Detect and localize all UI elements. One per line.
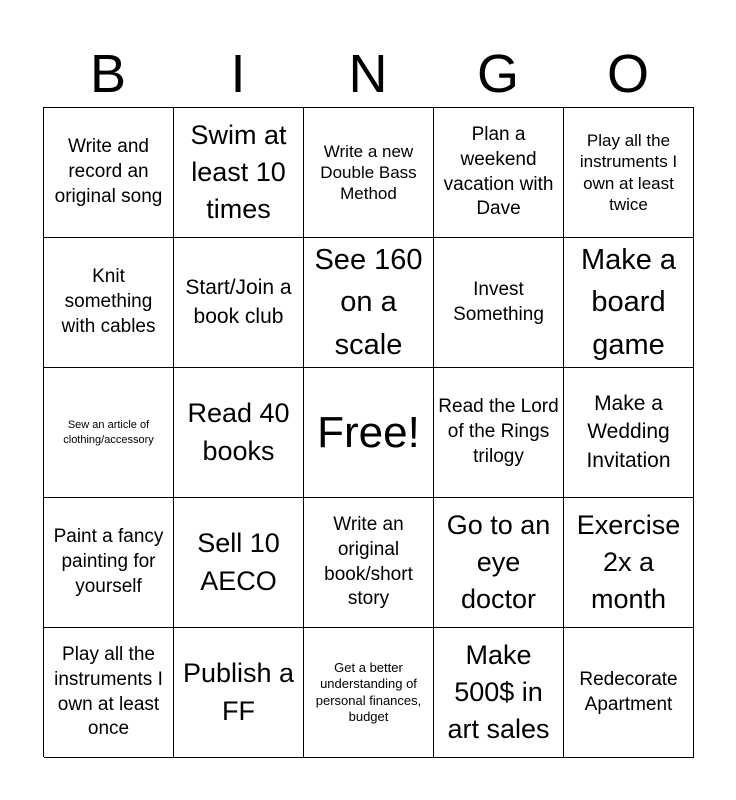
bingo-cell[interactable]: Start/Join a book club xyxy=(174,238,304,368)
bingo-cell[interactable]: Sell 10 AECO xyxy=(174,498,304,628)
bingo-cell[interactable]: Make a Wedding Invitation xyxy=(564,368,694,498)
header-letter-b: B xyxy=(89,44,127,104)
bingo-cell[interactable]: Get a better understanding of personal finances, budget xyxy=(304,628,434,758)
bingo-header xyxy=(43,40,693,108)
bingo-cell[interactable]: Exercise 2x a month xyxy=(564,498,694,628)
bingo-cell[interactable]: Knit something with cables xyxy=(44,238,174,368)
bingo-cell[interactable]: Redecorate Apartment xyxy=(564,628,694,758)
bingo-cell[interactable]: Sew an article of clothing/accessory xyxy=(44,368,174,498)
bingo-cell[interactable]: Read the Lord of the Rings trilogy xyxy=(434,368,564,498)
header-letter-n: N xyxy=(348,44,388,104)
bingo-cell[interactable]: Read 40 books xyxy=(174,368,304,498)
bingo-cell[interactable]: Swim at least 10 times xyxy=(174,108,304,238)
bingo-cell[interactable]: Publish a FF xyxy=(174,628,304,758)
bingo-cell[interactable]: Play all the instruments I own at least twice xyxy=(564,108,694,238)
bingo-cell[interactable]: Play all the instruments I own at least once xyxy=(44,628,174,758)
bingo-cell[interactable]: Make 500$ in art sales xyxy=(434,628,564,758)
bingo-cell[interactable]: Paint a fancy painting for yourself xyxy=(44,498,174,628)
bingo-cell[interactable]: Go to an eye doctor xyxy=(434,498,564,628)
bingo-cell[interactable]: See 160 on a scale xyxy=(304,238,434,368)
bingo-cell[interactable]: Invest Something xyxy=(434,238,564,368)
header-letter-i: I xyxy=(230,44,246,104)
bingo-cell[interactable]: Make a board game xyxy=(564,238,694,368)
bingo-cell[interactable]: Write and record an original song xyxy=(44,108,174,238)
bingo-cell[interactable]: Write a new Double Bass Method xyxy=(304,108,434,238)
bingo-grid xyxy=(43,107,694,757)
header-letter-o: O xyxy=(606,44,649,104)
header-letter-g: G xyxy=(476,44,519,104)
bingo-cell[interactable]: Plan a weekend vacation with Dave xyxy=(434,108,564,238)
bingo-cell[interactable]: Write an original book/short story xyxy=(304,498,434,628)
free-space[interactable]: Free! xyxy=(304,368,434,498)
